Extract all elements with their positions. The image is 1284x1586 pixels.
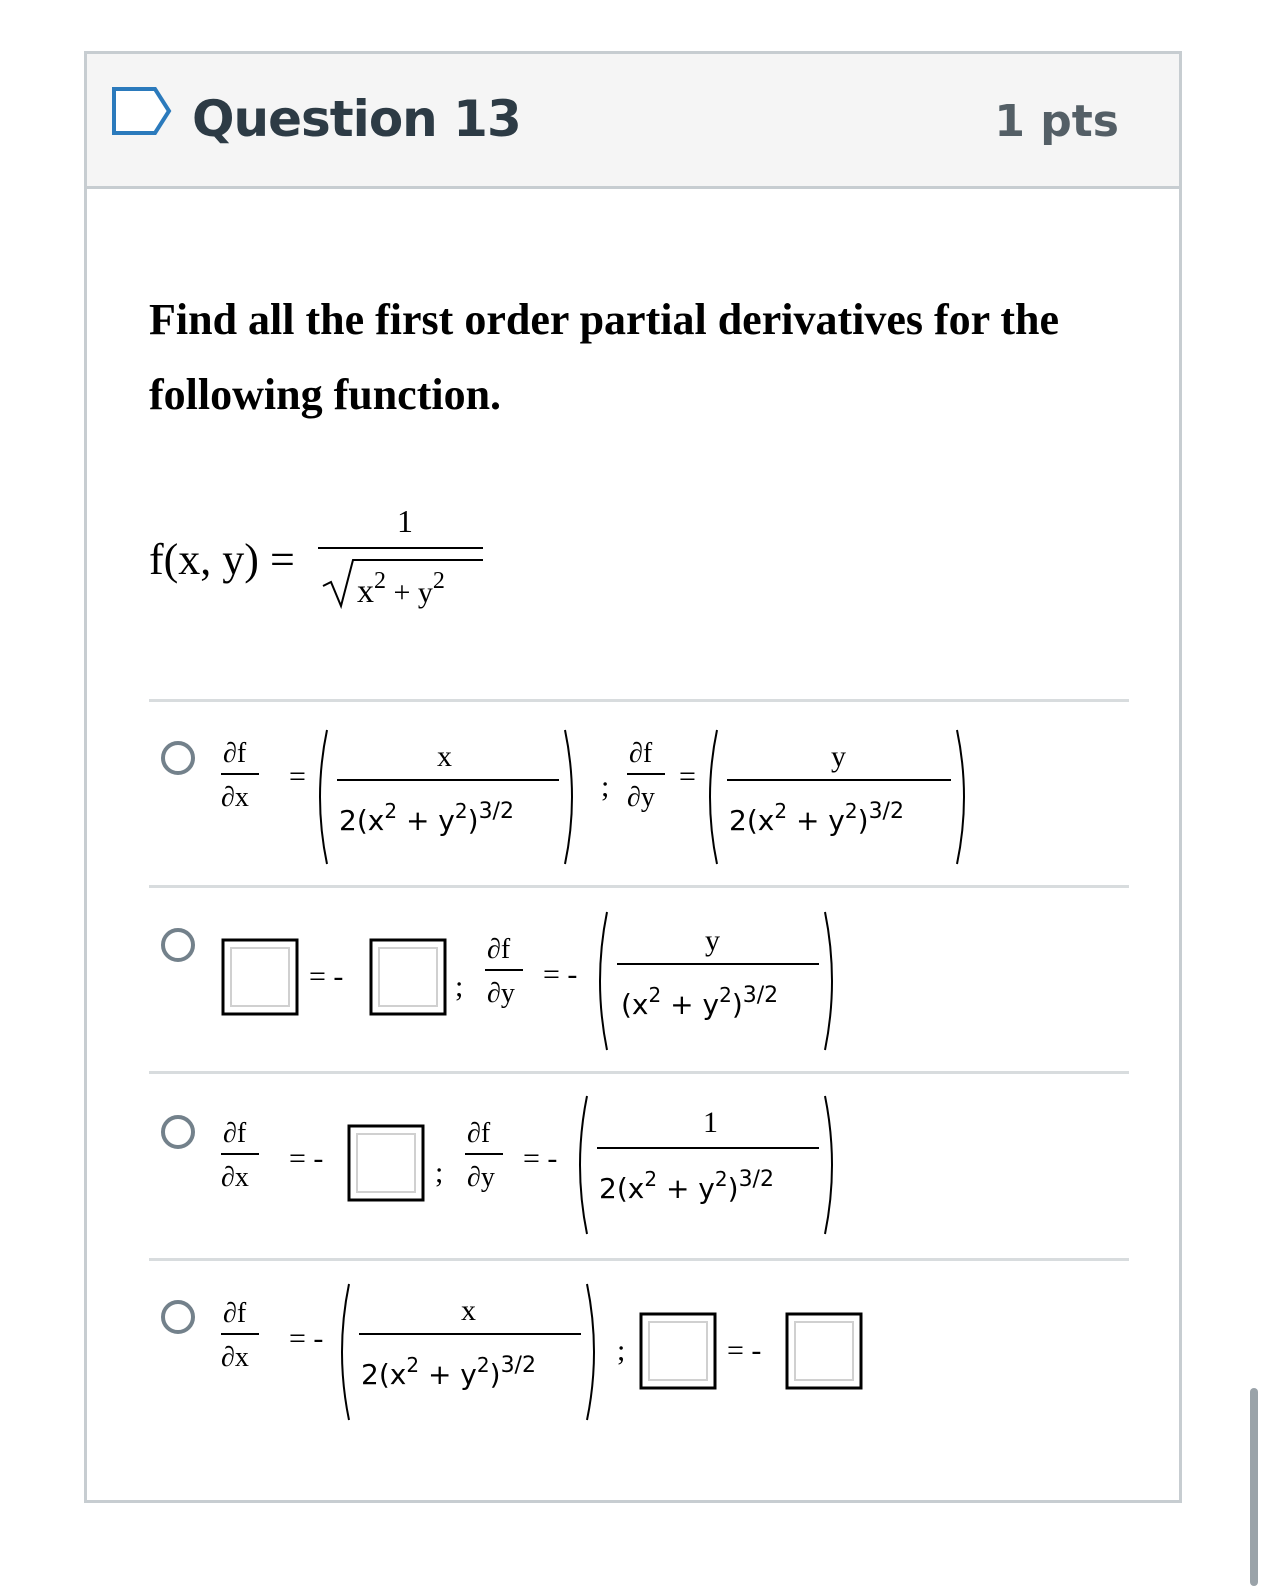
svg-text:x: x xyxy=(461,1294,476,1327)
flag-outline-icon[interactable] xyxy=(111,86,173,136)
svg-text:2(x2 + y2)3/2: $2(x^2 + y^2)^{3/2}$ xyxy=(339,799,514,837)
svg-text:∂y: ∂y xyxy=(487,978,515,1009)
svg-text:y: y xyxy=(705,924,720,957)
svg-text:∂f: ∂f xyxy=(487,934,511,965)
option-c-radio[interactable] xyxy=(161,1115,195,1149)
svg-text:y: y xyxy=(831,740,846,773)
missing-image-box xyxy=(787,1314,861,1388)
svg-text:= -: = - xyxy=(309,960,344,993)
option-b[interactable] xyxy=(149,906,1129,1086)
svg-text:;: ; xyxy=(601,770,610,803)
missing-image-box xyxy=(349,1126,423,1200)
svg-text:∂f: ∂f xyxy=(467,1118,491,1149)
question-header xyxy=(87,54,1179,189)
question-card xyxy=(84,51,1182,1503)
option-c[interactable] xyxy=(149,1090,1129,1270)
missing-image-box xyxy=(371,940,445,1014)
svg-text:(x2 + y2)3/2: $(x^2 + y^2)^{3/2}$ xyxy=(621,983,779,1021)
svg-text:∂f: ∂f xyxy=(223,738,247,769)
divider xyxy=(149,1071,1129,1074)
function-lhs: f(x, y) = xyxy=(149,535,295,584)
svg-text:x: x xyxy=(437,740,452,773)
option-a[interactable] xyxy=(149,722,1129,902)
question-prompt: Find all the first order partial derivatives for the following function. xyxy=(149,295,1060,419)
svg-text:2(x2 + y2)3/2: $2(x^2 + y^2)^{3/2}$ xyxy=(361,1353,536,1391)
function-denominator: $x^2 + y^2$ xyxy=(357,568,445,610)
option-d-radio[interactable] xyxy=(161,1300,195,1334)
svg-text:∂y: ∂y xyxy=(627,782,655,813)
missing-image-box xyxy=(641,1314,715,1388)
svg-text:∂f: ∂f xyxy=(223,1298,247,1329)
svg-text:∂f: ∂f xyxy=(223,1118,247,1149)
svg-text:2(x2 + y2)3/2: $2(x^2 + y^2)^{3/2}$ xyxy=(729,799,904,837)
option-b-expression xyxy=(209,906,1029,1056)
svg-text:;: ; xyxy=(435,1156,444,1189)
svg-text:=: = xyxy=(679,760,696,793)
svg-text:∂x: ∂x xyxy=(221,1342,249,1373)
svg-text:= -: = - xyxy=(523,1142,558,1175)
svg-text:∂f: ∂f xyxy=(629,738,653,769)
option-c-expression xyxy=(209,1090,1029,1240)
missing-image-box xyxy=(223,940,297,1014)
svg-text:2(x2 + y2)3/2: $2(x^2 + y^2)^{3/2}$ xyxy=(599,1167,774,1205)
divider xyxy=(149,699,1129,702)
function-fraction xyxy=(315,494,495,624)
svg-text:= -: = - xyxy=(727,1334,762,1367)
svg-text:;: ; xyxy=(455,970,464,1003)
svg-text:1: 1 xyxy=(703,1106,718,1139)
svg-text:=: = xyxy=(289,760,306,793)
question-title: Question 13 xyxy=(192,90,521,148)
option-a-expression xyxy=(209,722,1029,872)
divider xyxy=(149,1258,1129,1261)
svg-text:= -: = - xyxy=(289,1142,324,1175)
option-d[interactable] xyxy=(149,1280,1129,1460)
svg-text:= -: = - xyxy=(543,958,578,991)
svg-text:;: ; xyxy=(617,1334,626,1367)
option-a-radio[interactable] xyxy=(161,741,195,775)
svg-text:= -: = - xyxy=(289,1322,324,1355)
svg-text:∂x: ∂x xyxy=(221,1162,249,1193)
function-numerator: 1 xyxy=(397,503,413,539)
svg-text:∂y: ∂y xyxy=(467,1162,495,1193)
svg-text:∂x: ∂x xyxy=(221,782,249,813)
divider xyxy=(149,885,1129,888)
option-b-radio[interactable] xyxy=(161,928,195,962)
page-scrollbar[interactable] xyxy=(1250,1388,1258,1586)
option-d-expression xyxy=(209,1280,1029,1430)
question-points: 1 pts xyxy=(994,96,1119,147)
